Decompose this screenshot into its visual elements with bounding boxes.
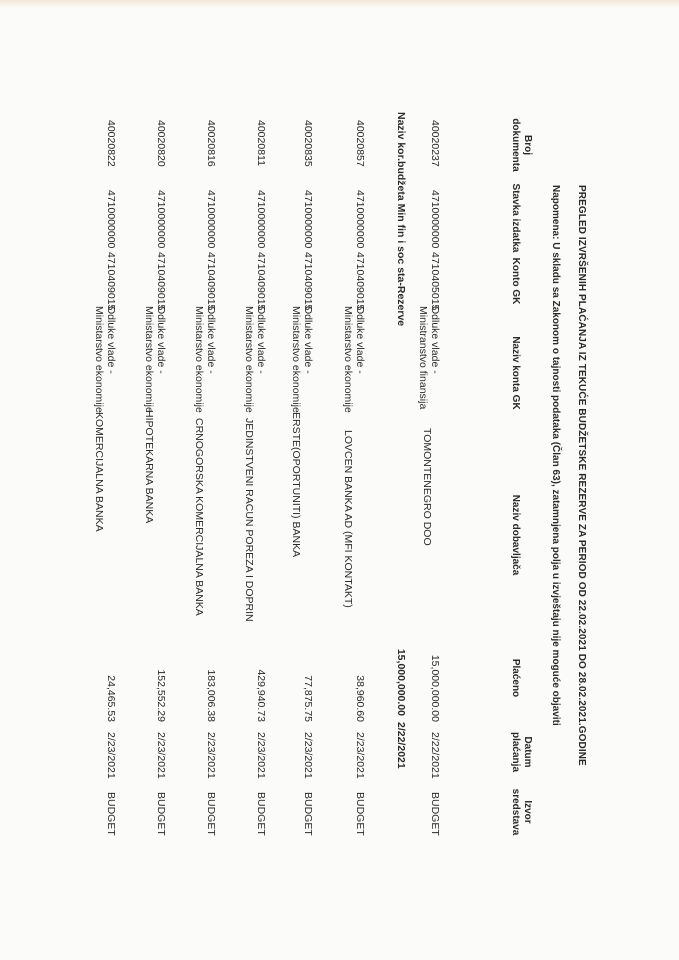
cell-dobavljac: LOVCEN BANKA AD (MFI KONTAKT)	[342, 430, 354, 608]
cell-konto: 4710409015	[205, 252, 217, 311]
naziv-line1: Odluke vlade -	[155, 306, 167, 374]
cell-izvor: BUDGET	[354, 792, 366, 836]
cell-placeno: 183,006.38	[205, 669, 217, 722]
cell-naziv-konta	[342, 306, 366, 413]
cell-datum: 2/23/2021	[205, 732, 217, 779]
cell-datum: 2/23/2021	[105, 732, 117, 779]
header-stavka-izdatka: Stavka izdatka	[510, 183, 521, 253]
cell-dobavljac: TOMONTENEGRO DOO	[421, 428, 433, 546]
cell-broj: 40020816	[205, 120, 217, 167]
naziv-line2: Ministarstvo ekonomije	[143, 306, 155, 413]
header-placeno: Plaćeno	[510, 658, 521, 698]
cell-broj: 40020857	[354, 120, 366, 167]
cell-stavka: 4710000000	[255, 190, 267, 249]
header-datum-placanja	[509, 724, 533, 780]
cell-dobavljac: JEDINSTVENI RACUN POREZA I DOPRIN	[243, 418, 255, 622]
cell-placeno: 77,875.75	[302, 675, 314, 722]
cell-konto: 4710409015	[354, 252, 366, 311]
cell-konto: 4710409015	[105, 252, 117, 311]
cell-datum: 2/23/2021	[155, 732, 167, 779]
header-izvor-line2: sredstava	[510, 788, 521, 836]
cell-izvor: BUDGET	[205, 792, 217, 836]
document-note: Napomena: U skladu sa Zakonom o tajnosti podataka (Član 63), zatamnjena polja u izvještaju nije moguće objaviti	[550, 185, 561, 726]
naziv-line2: Ministranstvo finansija	[417, 306, 429, 410]
header-izvor-line1: Izvor	[522, 800, 533, 824]
cell-stavka: 4710000000	[354, 190, 366, 249]
cell-konto: 4710409015	[255, 252, 267, 311]
cell-naziv-konta	[243, 306, 267, 413]
header-broj-line2: dokumenta	[510, 118, 521, 172]
cell-broj: 40020835	[302, 120, 314, 167]
header-izvor-sredstava	[509, 782, 533, 842]
section-total: 15,000,000.00	[395, 648, 407, 716]
section-label: Naziv kor.budžeta Min fin i soc sta-Rezerve	[395, 112, 407, 327]
naziv-line1: Odluke vlade -	[205, 306, 217, 374]
cell-naziv-konta	[290, 306, 314, 413]
cell-konto: 4710409015	[155, 252, 167, 311]
naziv-line1: Odluke vlade -	[429, 306, 441, 374]
naziv-line1: Odluke vlade -	[302, 306, 314, 374]
cell-stavka: 4710000000	[302, 190, 314, 249]
cell-datum: 2/23/2021	[354, 732, 366, 779]
naziv-line1: Odluke vlade -	[354, 306, 366, 374]
cell-placeno: 38,960.60	[354, 675, 366, 722]
document-title: PREGLED IZVRŠENIH PLAĆANJA IZ TEKUĆE BUDŽETSKE REZERVE ZA PERIOD OD 22.02.2021 DO 28.02.2021.GODINE	[576, 185, 587, 766]
cell-datum: 2/23/2021	[255, 732, 267, 779]
header-naziv-dobavljaca: Naziv dobavljača	[510, 494, 521, 576]
cell-izvor: BUDGET	[429, 792, 441, 836]
cell-stavka: 4710000000	[105, 190, 117, 249]
naziv-line2: Ministarstvo ekonomije	[193, 306, 205, 413]
cell-datum: 2/23/2021	[302, 732, 314, 779]
cell-naziv-konta	[93, 306, 117, 413]
header-konto-gk: Konto GK	[510, 257, 521, 305]
cell-dobavljac: ERSTE(OPORTUNITI) BANKA	[290, 412, 302, 558]
cell-broj: 40020811	[255, 120, 267, 166]
cell-izvor: BUDGET	[105, 792, 117, 836]
cell-naziv-konta	[143, 306, 167, 413]
cell-stavka: 4710000000	[429, 190, 441, 249]
section-date: 2/22/2021	[395, 722, 407, 769]
naziv-line2: Ministarstvo ekonomije	[290, 306, 302, 413]
cell-naziv-konta	[193, 306, 217, 413]
header-datum-line2: plaćanja	[510, 731, 521, 773]
header-datum-line1: Datum	[522, 736, 533, 768]
cell-broj: 40020237	[429, 120, 441, 167]
cell-stavka: 4710000000	[155, 190, 167, 249]
header-broj-line1: Broj	[522, 135, 533, 155]
cell-broj: 40020822	[105, 120, 117, 167]
cell-dobavljac: CRNOGORSKA KOMERCIJALNA BANKA	[193, 418, 205, 616]
cell-konto: 4710405015	[429, 252, 441, 311]
naziv-line1: Odluke vlade -	[105, 306, 117, 374]
cell-dobavljac: HIPOTEKARNA BANKA	[143, 410, 155, 524]
cell-placeno: 15,000,000.00	[429, 654, 441, 722]
cell-placeno: 152,552.29	[155, 669, 167, 722]
cell-placeno: 24,465.53	[105, 675, 117, 722]
cell-izvor: BUDGET	[155, 792, 167, 836]
cell-placeno: 429,940.73	[255, 669, 267, 722]
header-broj-dokumenta	[509, 110, 533, 180]
naziv-line2: Ministarstvo ekonomije	[93, 306, 105, 413]
naziv-line2: Ministarstvo ekonomije	[342, 306, 354, 413]
cell-naziv-konta	[417, 306, 441, 409]
naziv-line1: Odluke vlade -	[255, 306, 267, 374]
naziv-line2: Ministarstvo ekonomije	[243, 306, 255, 413]
cell-broj: 40020820	[155, 120, 167, 167]
cell-datum: 2/22/2021	[429, 732, 441, 779]
cell-konto: 4710409015	[302, 252, 314, 311]
header-naziv-konta-gk: Naziv konta GK	[510, 336, 521, 410]
cell-izvor: BUDGET	[255, 792, 267, 836]
cell-dobavljac: KOMERCIJALNA BANKA	[93, 412, 105, 532]
cell-izvor: BUDGET	[302, 792, 314, 836]
cell-stavka: 4710000000	[205, 190, 217, 249]
